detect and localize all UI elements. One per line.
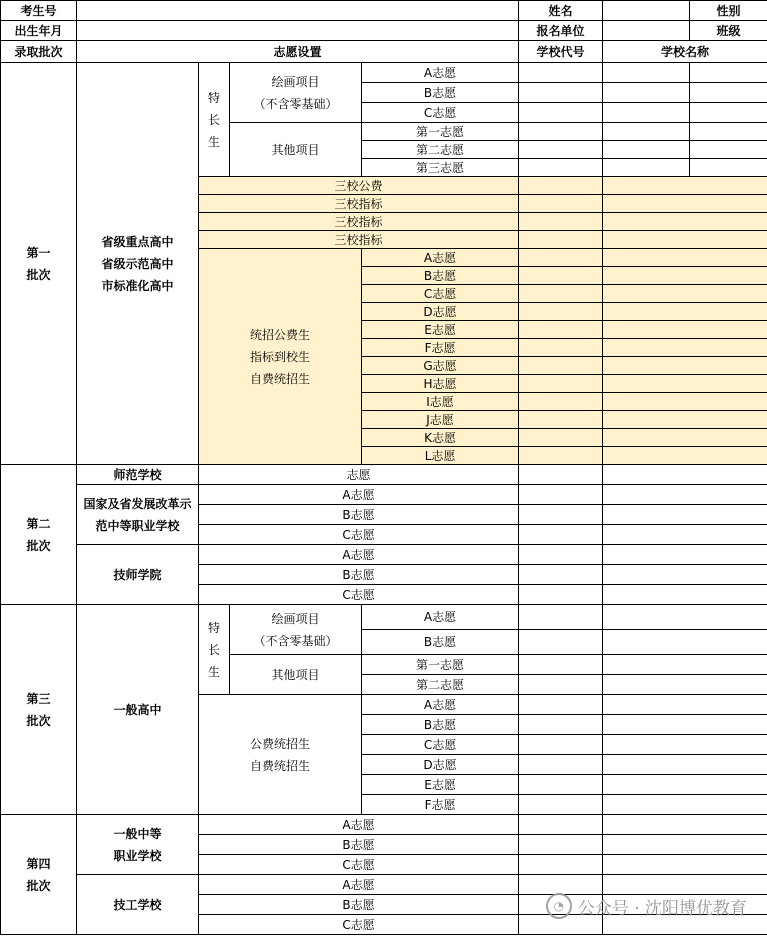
school-name-cell[interactable] [603,375,767,393]
school-name-cell[interactable] [603,815,767,835]
table-row [1,465,767,485]
batch3-unified-label: 公费统招生 自费统招生 [199,695,362,815]
table-row [1,545,767,565]
school-code-cell[interactable] [519,565,603,585]
school-code-cell[interactable] [519,465,603,485]
school-code-cell[interactable] [519,303,603,321]
birth-value[interactable] [77,21,519,41]
choice-label: E志愿 [362,321,519,339]
school-name-cell[interactable] [603,357,767,375]
school-name-cell[interactable] [603,63,690,83]
school-code-cell[interactable] [519,525,603,545]
school-name-cell[interactable] [603,715,767,735]
choice-label: A志愿 [362,63,519,83]
choice-label: B志愿 [362,267,519,285]
school-name-cell[interactable] [603,393,767,411]
school-code-cell[interactable] [519,655,603,675]
school-name-cell[interactable] [603,675,767,695]
school-name-cell[interactable] [603,285,767,303]
school-name-cell[interactable] [603,505,767,525]
batch1-painting-label: 绘画项目 （不含零基础） [230,63,362,123]
choice-label: H志愿 [362,375,519,393]
school-code-cell[interactable] [519,815,603,835]
three-school-label: 三校公费 [199,177,519,195]
batch3-painting-label: 绘画项目 （不含零基础） [230,605,362,655]
table-row [1,485,767,505]
school-code-cell[interactable] [519,855,603,875]
choice-label: L志愿 [362,447,519,465]
choice-label: 第三志愿 [362,159,519,177]
school-name-cell[interactable] [603,103,690,123]
choice-label: 第二志愿 [362,675,519,695]
school-name-cell[interactable] [603,447,767,465]
school-name-cell[interactable] [603,875,767,895]
school-code-cell[interactable] [519,675,603,695]
school-name-cell[interactable] [603,213,767,231]
choice-header: 志愿设置 [77,41,519,63]
school-code-cell[interactable] [519,141,603,159]
exam-no-value[interactable] [77,1,519,21]
project-cell[interactable] [690,63,767,83]
batch3-label: 第三 批次 [1,605,77,815]
choice-label: J志愿 [362,411,519,429]
school-code-cell[interactable] [519,695,603,715]
table-row [1,41,767,63]
school-name-cell[interactable] [603,465,767,485]
table-row [1,875,767,895]
school-name-cell[interactable] [603,141,690,159]
school-name-cell[interactable] [603,321,767,339]
school-code-cell[interactable] [519,545,603,565]
choice-label: 第一志愿 [362,655,519,675]
school-name-cell[interactable] [603,605,767,630]
school-name-cell[interactable] [603,855,767,875]
table-row [1,815,767,835]
school-name-cell[interactable] [603,585,767,605]
choice-label: C志愿 [199,855,519,875]
choice-label: A志愿 [199,815,519,835]
choice-label: B志愿 [199,895,519,915]
school-code-cell[interactable] [519,375,603,393]
choice-label: 第一志愿 [362,123,519,141]
school-code-cell[interactable] [519,357,603,375]
project-cell[interactable] [690,103,767,123]
school-name-cell[interactable] [603,411,767,429]
school-code-cell[interactable] [519,393,603,411]
choice-label: A志愿 [362,249,519,267]
name-label: 姓名 [519,1,603,21]
exam-no-label: 考生号 [1,1,77,21]
choice-label: D志愿 [362,303,519,321]
choice-label: D志愿 [362,755,519,775]
reg-unit-value[interactable] [603,21,690,41]
table-row [1,63,767,83]
choice-label: G志愿 [362,357,519,375]
school-code-cell[interactable] [519,103,603,123]
school-code-cell[interactable] [519,159,603,177]
project-cell[interactable] [690,123,767,141]
school-code-header: 学校代号 [519,41,603,63]
school-code-cell[interactable] [519,447,603,465]
choice-label: F志愿 [362,339,519,357]
school-code-cell[interactable] [519,249,603,267]
batch3-other-label: 其他项目 [230,655,362,695]
choice-label: I志愿 [362,393,519,411]
school-code-cell[interactable] [519,83,603,103]
school-code-cell[interactable] [519,339,603,357]
watermark-text: 公众号 · 沈阳博优教育 [577,898,747,919]
reg-unit-label: 报名单位 [519,21,603,41]
school-name-cell[interactable] [603,695,767,715]
school-name-cell[interactable] [603,83,690,103]
school-name-cell[interactable] [603,525,767,545]
wechat-icon: ◔ [546,893,572,919]
school-name-cell[interactable] [603,231,767,249]
batch2-normal-school: 师范学校 [77,465,199,485]
project-cell[interactable] [690,141,767,159]
school-name-cell[interactable] [603,159,690,177]
batch1-group: 省级重点高中 省级示范高中 市标准化高中 [77,63,199,465]
school-name-cell[interactable] [603,195,767,213]
batch3-group: 一般高中 [77,605,199,815]
choice-label: 第二志愿 [362,141,519,159]
choice-label: F志愿 [362,795,519,815]
school-name-cell[interactable] [603,795,767,815]
gender-label: 性别 [690,1,767,21]
name-value[interactable] [603,1,690,21]
school-code-cell[interactable] [519,429,603,447]
birth-label: 出生年月 [1,21,77,41]
choice-label: E志愿 [362,775,519,795]
school-name-cell[interactable] [603,735,767,755]
school-code-cell[interactable] [519,485,603,505]
batch4-vocational: 一般中等 职业学校 [77,815,199,875]
school-code-cell[interactable] [519,321,603,339]
batch1-label: 第一 批次 [1,63,77,465]
school-name-cell[interactable] [603,429,767,447]
choice-label: A志愿 [199,875,519,895]
school-name-cell[interactable] [603,339,767,357]
school-code-cell[interactable] [519,63,603,83]
table-row [1,21,767,41]
three-school-label: 三校指标 [199,231,519,249]
school-name-cell[interactable] [603,267,767,285]
school-code-cell[interactable] [519,285,603,303]
choice-label: C志愿 [199,585,519,605]
school-name-header: 学校名称 [603,41,767,63]
batch2-label: 第二 批次 [1,465,77,605]
batch1-other-label: 其他项目 [230,123,362,177]
school-code-cell[interactable] [519,123,603,141]
choice-label: B志愿 [362,630,519,655]
table-row [1,1,767,21]
project-cell[interactable] [690,83,767,103]
choice-label: K志愿 [362,429,519,447]
school-name-cell[interactable] [603,755,767,775]
school-name-cell[interactable] [603,545,767,565]
school-name-cell[interactable] [603,655,767,675]
school-code-cell[interactable] [519,775,603,795]
class-label: 班级 [690,21,767,41]
school-name-cell[interactable] [603,177,767,195]
choice-label: 志愿 [199,465,519,485]
school-name-cell[interactable] [603,123,690,141]
school-code-cell[interactable] [519,835,603,855]
batch4-label: 第四 批次 [1,815,77,935]
three-school-label: 三校指标 [199,195,519,213]
school-code-cell[interactable] [519,411,603,429]
choice-label: A志愿 [199,545,519,565]
choice-label: C志愿 [362,735,519,755]
school-code-cell[interactable] [519,231,603,249]
table-row [1,605,767,630]
project-cell[interactable] [690,159,767,177]
batch-header: 录取批次 [1,41,77,63]
school-code-cell[interactable] [519,605,603,630]
choice-label: B志愿 [362,83,519,103]
school-code-cell[interactable] [519,267,603,285]
school-code-cell[interactable] [519,735,603,755]
three-school-label: 三校指标 [199,213,519,231]
school-code-cell[interactable] [519,875,603,895]
batch1-unified-label: 统招公费生 指标到校生 自费统招生 [199,249,362,465]
school-name-cell[interactable] [603,249,767,267]
school-code-cell[interactable] [519,213,603,231]
choice-label: B志愿 [199,565,519,585]
choice-label: A志愿 [362,695,519,715]
choice-label: A志愿 [199,485,519,505]
choice-label: B志愿 [199,505,519,525]
school-code-cell[interactable] [519,630,603,655]
batch3-special-label: 特 长 生 [199,605,230,695]
choice-label: A志愿 [362,605,519,630]
school-code-cell[interactable] [519,585,603,605]
choice-label: C志愿 [362,103,519,123]
school-name-cell[interactable] [603,630,767,655]
school-code-cell[interactable] [519,755,603,775]
school-name-cell[interactable] [603,775,767,795]
school-code-cell[interactable] [519,715,603,735]
school-name-cell[interactable] [603,485,767,505]
choice-label: C志愿 [199,525,519,545]
batch4-tech-school: 技工学校 [77,875,199,935]
school-name-cell[interactable] [603,303,767,321]
choice-label: C志愿 [362,285,519,303]
batch2-vocational: 国家及省发展改革示 范中等职业学校 [77,485,199,545]
school-name-cell[interactable] [603,835,767,855]
school-code-cell[interactable] [519,195,603,213]
school-code-cell[interactable] [519,795,603,815]
batch1-special-label: 特 长 生 [199,63,230,177]
choice-label: B志愿 [362,715,519,735]
school-code-cell[interactable] [519,505,603,525]
batch2-technician: 技师学院 [77,545,199,605]
school-name-cell[interactable] [603,565,767,585]
watermark [546,893,747,919]
choice-label: B志愿 [199,835,519,855]
choice-label: C志愿 [199,915,519,935]
school-code-cell[interactable] [519,177,603,195]
